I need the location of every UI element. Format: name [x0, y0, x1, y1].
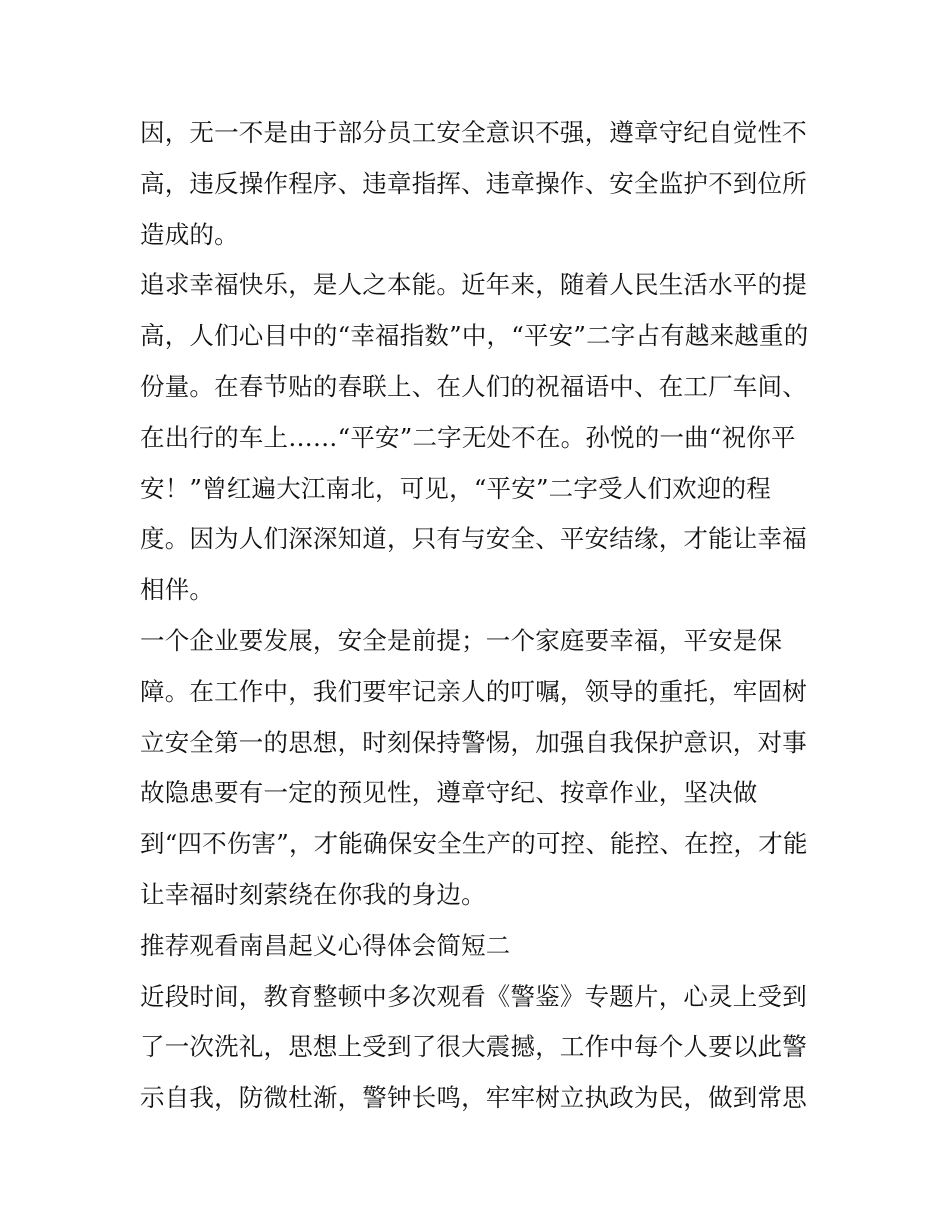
text-line: 近段时间，教育整顿中多次观看《警鉴》专题片，心灵上受到 [140, 981, 807, 1011]
text-line: 在出行的车上……“平安”二字无处不在。孙悦的一曲“祝你平 [140, 422, 796, 452]
text-line: 故隐患要有一定的预见性，遵章守纪、按章作业，坚决做 [140, 778, 758, 808]
text-line: 份量。在春节贴的春联上、在人们的祝福语中、在工厂车间、 [140, 371, 807, 401]
text-line: 追求幸福快乐，是人之本能。近年来，随着人民生活水平的提 [140, 270, 807, 300]
text-line: 示自我，防微杜渐，警钟长鸣，牢牢树立执政为民，做到常思 [140, 1083, 807, 1113]
text-line: 让幸福时刻萦绕在你我的身边。 [140, 879, 486, 909]
text-line: 高，违反操作程序、违章指挥、违章操作、安全监护不到位所 [140, 168, 807, 198]
text-line: 了一次洗礼，思想上受到了很大震撼，工作中每个人要以此警 [140, 1032, 807, 1062]
text-line: 立安全第一的思想，时刻保持警惕，加强自我保护意识，对事 [140, 727, 807, 757]
text-line: 因，无一不是由于部分员工安全意识不强，遵章守纪自觉性不 [140, 118, 807, 147]
document-body [140, 108, 812, 1124]
text-line: 障。在工作中，我们要牢记亲人的叮嘱，领导的重托，牢固树 [140, 676, 807, 706]
text-line: 造成的。 [140, 219, 239, 249]
text-line: 到“四不伤害”，才能确保安全生产的可控、能控、在控，才能 [140, 829, 808, 859]
text-line: 一个企业要发展，安全是前提；一个家庭要幸福，平安是保 [140, 625, 783, 655]
text-line: 高，人们心目中的“幸福指数”中，“平安”二字占有越来越重的 [140, 321, 809, 351]
text-line: 度。因为人们深深知道，只有与安全、平安结缘，才能让幸福 [140, 524, 807, 554]
text-line: 安！”曾红遍大江南北，可见，“平安”二字受人们欢迎的程 [140, 473, 771, 503]
text-line: 相伴。 [140, 575, 215, 605]
section-heading: 推荐观看南昌起义心得体会简短二 [140, 930, 511, 960]
